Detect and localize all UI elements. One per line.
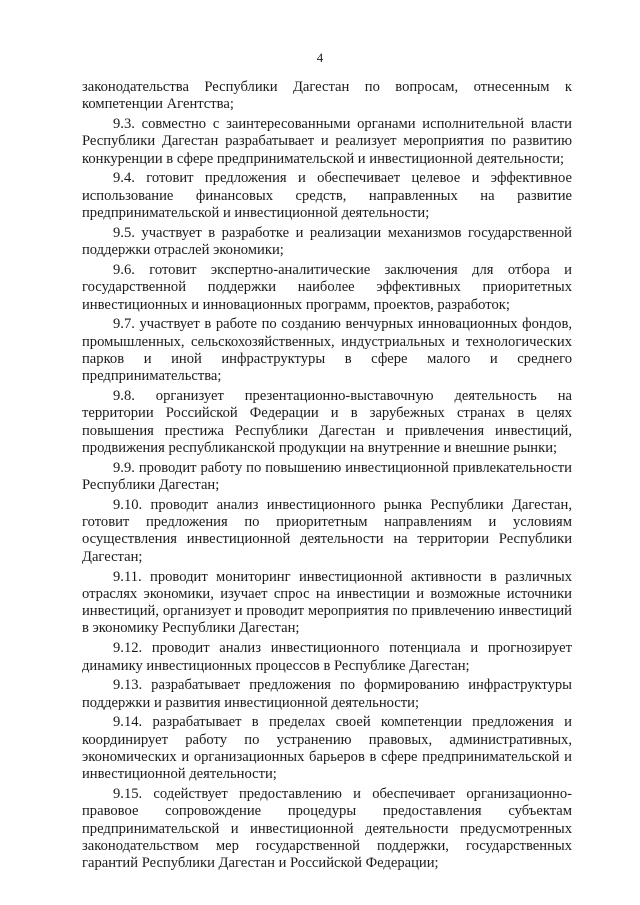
paragraph-9-5: 9.5. участвует в разработке и реализации механизмов государственной поддержки отраслей экономики; xyxy=(82,224,572,259)
paragraph-9-12: 9.12. проводит анализ инвестиционного потенциала и прогнозирует динамику инвестиционных процессов в Республике Дагестан; xyxy=(82,640,572,674)
paragraph-9-15: 9.15. содействует предоставлению и обеспечивает организационно-правовое сопровождение процедуры предоставления субъектам предпринимательской и инвестиционной деятельности предусмотренных законодательством мер государственной поддержки, государственных гарантий Республики Дагестан и Российской Федерации; xyxy=(82,786,572,872)
paragraph-9-7: 9.7. участвует в работе по созданию венчурных инновационных фондов, промышленных, сельскохозяйственных, индустриальных и технологических парков и иной инфраструктуры в сфере малого и среднего предпринимательства; xyxy=(82,316,572,385)
paragraph-9-8: 9.8. организует презентационно-выставочную деятельность на территории Российской Федерации и в зарубежных странах в целях повышения престижа Республики Дагестан и привлечения инвестиций, продвижения республиканской продукции на внутренние и внешние рынки; xyxy=(82,388,572,456)
paragraph-9-3: 9.3. совместно с заинтересованными органами исполнительной власти Республики Дагестан разрабатывает и реализует мероприятия по развитию конкуренции в сфере предпринимательской и инвестиционной деятельности; xyxy=(82,116,572,167)
page-number: 4 xyxy=(316,50,324,65)
paragraph-9-10: 9.10. проводит анализ инвестиционного рынка Республики Дагестан, готовит предложения по приоритетным направлениям и условиям осуществления инвестиционной деятельности на территории Республики Дагестан; xyxy=(82,496,572,565)
paragraph-9-4: 9.4. готовит предложения и обеспечивает целевое и эффективное использование финансовых средств, направленных на развитие предпринимательской и инвестиционной деятельности; xyxy=(82,170,572,222)
paragraph-9-14: 9.14. разрабатывает в пределах своей компетенции предложения и координирует работу по устранению правовых, административных, экономических и организационных барьеров в сфере предпринимательской и инвестиционной деятельности; xyxy=(82,714,572,783)
paragraph-continuation: законодательства Республики Дагестан по вопросам, отнесенным к компетенции Агентства; xyxy=(82,79,572,113)
paragraph-9-13: 9.13. разрабатывает предложения по формированию инфраструктуры поддержки и развития инвестиционной деятельности; xyxy=(82,677,572,711)
document-body xyxy=(82,79,572,873)
paragraph-9-11: 9.11. проводит мониторинг инвестиционной активности в различных отраслях экономики, изучает спрос на инвестиции и возможные источники инвестиций, организует и проводит мероприятия по привлечению инвестиций в экономику Республики Дагестан; xyxy=(82,568,572,637)
paragraph-9-9: 9.9. проводит работу по повышению инвестиционной привлекательности Республики Дагестан; xyxy=(82,459,572,494)
paragraph-9-6: 9.6. готовит экспертно-аналитические заключения для отбора и государственной поддержки наиболее эффективных приоритетных инвестиционных и инновационных программ, проектов, разработок; xyxy=(82,261,572,313)
